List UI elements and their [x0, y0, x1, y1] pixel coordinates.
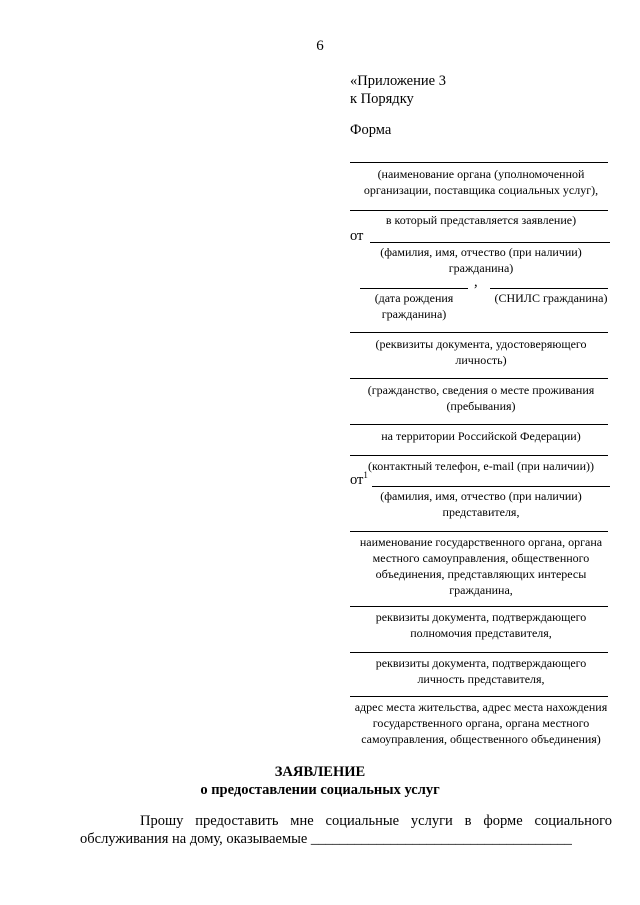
- footnote-marker: 1: [363, 470, 368, 480]
- fio-caption-1: (фамилия, имя, отчество (при наличии): [380, 245, 582, 259]
- representative-fio-line[interactable]: [372, 486, 610, 487]
- birth-date-line[interactable]: [360, 288, 468, 289]
- rep-id-caption-1: реквизиты документа, подтверждающего: [375, 656, 587, 670]
- from-label: от: [350, 228, 364, 244]
- organ-name-line[interactable]: [350, 162, 608, 163]
- organ-name-line-2[interactable]: [350, 210, 608, 211]
- doc-caption-1: (реквизиты документа, удостоверяющего: [375, 337, 587, 351]
- citizenship-caption-1: (гражданство, сведения о месте проживания: [367, 383, 595, 397]
- rep-org-caption-4: гражданина,: [449, 583, 513, 597]
- statement-subtitle: о предоставлении социальных услуг: [200, 782, 440, 798]
- rep-fio-caption-2: представителя,: [442, 505, 520, 519]
- rep-org-caption-3: объединения, представляющих интересы: [375, 567, 587, 581]
- citizenship-line-2[interactable]: [350, 424, 608, 425]
- organ-caption-1: (наименование органа (уполномоченной: [377, 167, 585, 181]
- appendix-reference: [350, 72, 446, 108]
- appendix-line-1: «Приложение 3: [350, 73, 446, 89]
- organ-caption-2: организации, поставщика социальных услуг),: [363, 183, 599, 197]
- rep-addr-caption-1: адрес места жительства, адрес места нахождения: [354, 700, 608, 714]
- snils-line[interactable]: [490, 288, 608, 289]
- birth-caption-1: (дата рождения: [374, 291, 454, 305]
- phone-caption: (контактный телефон, e-mail (при наличии)): [367, 459, 595, 473]
- contact-line[interactable]: [350, 455, 608, 456]
- comma-separator: ,: [474, 274, 478, 290]
- birth-caption-2: гражданина): [381, 307, 447, 321]
- citizenship-caption-3: на территории Российской Федерации): [381, 429, 581, 443]
- rep-org-line[interactable]: [350, 531, 608, 532]
- statement-title: ЗАЯВЛЕНИЕ: [274, 764, 366, 780]
- rep-auth-caption-2: полномочия представителя,: [410, 626, 552, 640]
- citizen-fio-line[interactable]: [370, 242, 610, 243]
- form-label: Форма: [350, 122, 392, 138]
- snils-caption: (СНИЛС гражданина): [494, 291, 608, 305]
- appendix-line-2: к Порядку: [350, 91, 414, 107]
- identity-doc-line[interactable]: [350, 332, 608, 333]
- from-rep-text: от: [350, 471, 364, 488]
- rep-id-caption-2: личность представителя,: [417, 672, 545, 686]
- rep-identity-line[interactable]: [350, 652, 608, 653]
- fio-caption-2: гражданина): [448, 261, 514, 275]
- rep-org-caption-2: местного самоуправления, общественного: [372, 551, 590, 565]
- rep-addr-caption-2: государственного органа, органа местного: [372, 716, 590, 730]
- citizenship-line[interactable]: [350, 378, 608, 379]
- statement-body: Прошу предоставить мне социальные услуги в форме социального обслуживания на дому, оказываемые ____________________________________: [80, 813, 612, 847]
- rep-auth-caption-1: реквизиты документа, подтверждающего: [375, 610, 587, 624]
- doc-caption-2: личность): [455, 353, 507, 367]
- from-representative-label: [350, 470, 368, 489]
- rep-org-caption-1: наименование государственного органа, органа: [359, 535, 603, 549]
- rep-address-line[interactable]: [350, 696, 608, 697]
- page-number: 6: [316, 38, 324, 54]
- rep-fio-caption-1: (фамилия, имя, отчество (при наличии): [380, 489, 582, 503]
- citizenship-caption-2: (пребывания): [446, 399, 516, 413]
- rep-authority-line[interactable]: [350, 606, 608, 607]
- rep-addr-caption-3: самоуправления, общественного объединения): [361, 732, 601, 746]
- organ-caption-3: в который представляется заявление): [385, 213, 577, 227]
